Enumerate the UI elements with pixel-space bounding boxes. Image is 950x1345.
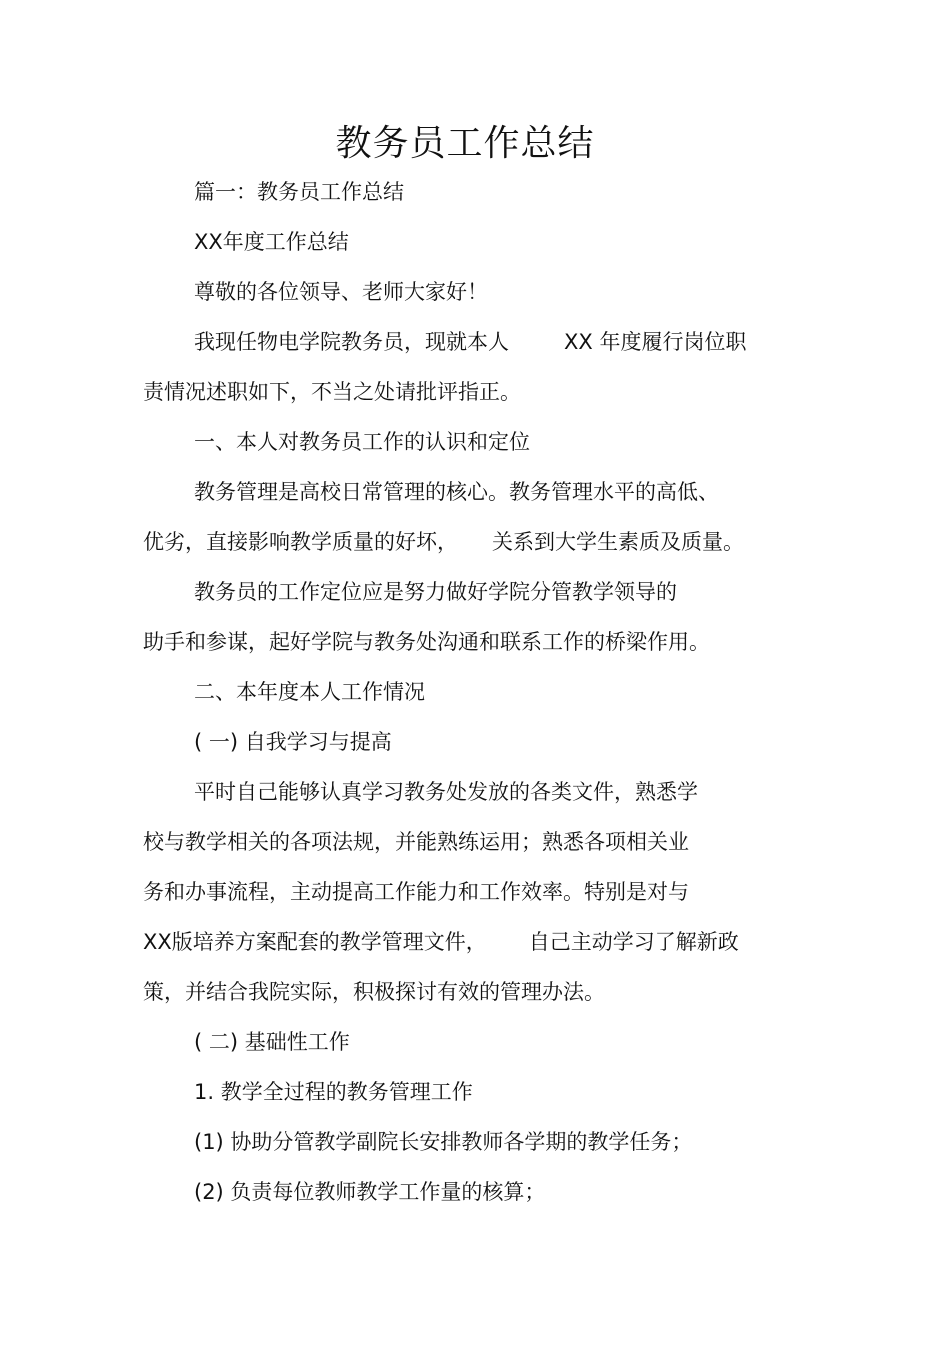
paragraph-line: 尊敬的各位领导、老师大家好！: [194, 280, 488, 304]
list-heading: 1. 教学全过程的教务管理工作: [194, 1080, 473, 1104]
text-segment: 优劣，直接影响教学质量的好坏，: [143, 530, 458, 554]
text-segment: 关系到大学生素质及质量。: [492, 530, 744, 554]
section-heading: 二、本年度本人工作情况: [194, 680, 425, 704]
paragraph-line: 策，并结合我院实际，积极探讨有效的管理办法。: [143, 980, 605, 1004]
paragraph-line: 教务管理是高校日常管理的核心。教务管理水平的高低、: [194, 480, 719, 504]
paragraph-line: [194, 328, 746, 356]
paragraph-line: 平时自己能够认真学习教务处发放的各类文件，熟悉学: [194, 780, 698, 804]
page-title: 教务员工作总结: [335, 123, 595, 164]
paragraph-line: [143, 528, 744, 556]
text-segment: 自己主动学习了解新政: [528, 930, 739, 954]
section-heading: 一、本人对教务员工作的认识和定位: [194, 430, 530, 454]
text-segment: 我现任物电学院教务员，现就本人: [194, 330, 509, 354]
list-item: (1) 协助分管教学副院长安排教师各学期的教学任务；: [194, 1130, 693, 1154]
list-item: (2) 负责每位教师教学工作量的核算；: [194, 1180, 546, 1204]
paragraph-line: 责情况述职如下，不当之处请批评指正。: [143, 380, 521, 404]
paragraph-line: 教务员的工作定位应是努力做好学院分管教学领导的: [194, 580, 677, 604]
section-heading: 篇一：教务员工作总结: [194, 180, 404, 204]
paragraph-line: 务和办事流程，主动提高工作能力和工作效率。特别是对与: [143, 880, 689, 904]
text-segment: XX 年度履行岗位职: [564, 330, 747, 354]
subsection-heading: ( 二) 基础性工作: [194, 1030, 350, 1054]
paragraph-line: XX年度工作总结: [194, 230, 349, 254]
paragraph-line: 助手和参谋，起好学院与教务处沟通和联系工作的桥梁作用。: [143, 630, 710, 654]
subsection-heading: ( 一) 自我学习与提高: [194, 730, 392, 754]
paragraph-line: 校与教学相关的各项法规，并能熟练运用；熟悉各项相关业: [143, 830, 689, 854]
paragraph-line: [143, 928, 739, 956]
text-segment: XX版培养方案配套的教学管理文件，: [143, 930, 487, 954]
